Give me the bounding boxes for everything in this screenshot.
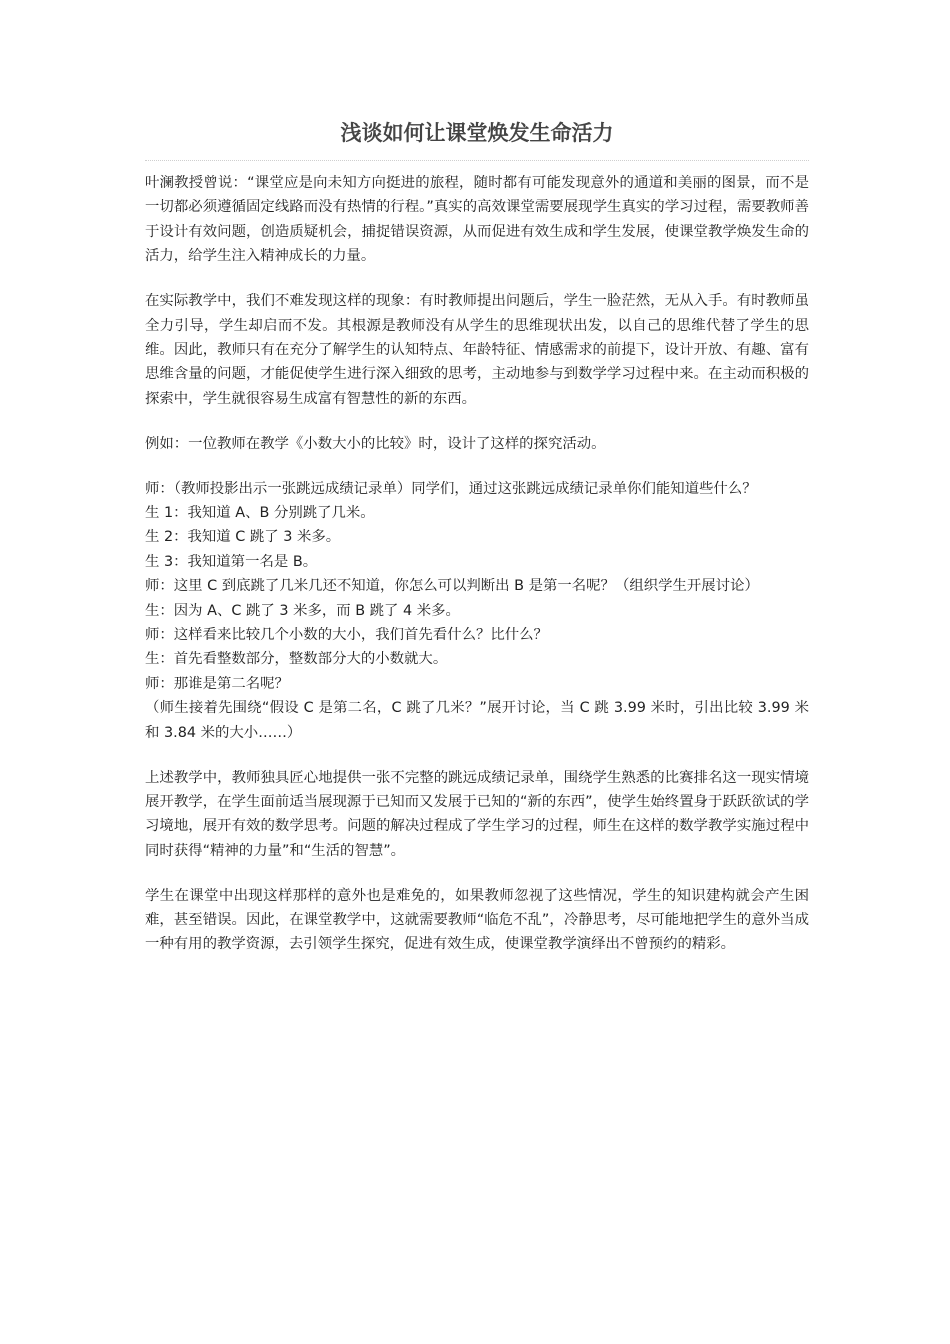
dialogue-line: （师生接着先围绕“假设 C 是第二名，C 跳了几米？”展开讨论，当 C 跳 3.99 米时，引出比较 3.99 米和 3.84 米的大小……）: [145, 700, 809, 741]
dialogue-line: 师：这里 C 到底跳了几米几还不知道，你怎么可以判断出 B 是第一名呢？（组织学生开展讨论）: [145, 578, 759, 595]
dialogue-line: 生：首先看整数部分，整数部分大的小数就大。: [145, 651, 448, 668]
dialogue-line: 师：（教师投影出示一张跳远成绩记录单）同学们，通过这张跳远成绩记录单你们能知道些什么？: [145, 480, 757, 497]
paragraph-example-intro: 例如：一位教师在教学《小数大小的比较》时，设计了这样的探究活动。: [145, 435, 606, 452]
dialogue-line: 生：因为 A、C 跳了 3 米多，而 B 跳了 4 米多。: [145, 602, 460, 619]
document-body: [145, 171, 809, 957]
dialogue-line: 师：那谁是第二名呢？: [145, 675, 289, 692]
paragraph-conclusion: 学生在课堂中出现这样那样的意外也是难免的，如果教师忽视了这些情况，学生的知识建构就会产生困难，甚至错误。因此，在课堂教学中，这就需要教师“临危不乱”，冷静思考，尽可能地把学生的意外当成一种有用的教学资源，去引领学生探究，促进有效生成，使课堂教学演绎出不曾预约的精彩。: [145, 887, 809, 953]
document-title: 浅谈如何让课堂焕发生命活力: [145, 118, 809, 161]
paragraph-phenomenon: 在实际教学中，我们不难发现这样的现象：有时教师提出问题后，学生一脸茫然，无从入手。有时教师虽全力引导，学生却启而不发。其根源是教师没有从学生的思维现状出发，以自己的思维代替了学生的思维。因此，教师只有在充分了解学生的认知特点、年龄特征、情感需求的前提下，设计开放、有趣、富有思维含量的问题，才能促使学生进行深入细致的思考，主动地参与到数学学习过程中来。在主动而积极的探索中，学生就很容易生成富有智慧性的新的东西。: [145, 293, 809, 407]
dialogue-line: 生 3：我知道第一名是 B。: [145, 553, 318, 570]
paragraph-analysis: 上述教学中，教师独具匠心地提供一张不完整的跳远成绩记录单，围绕学生熟悉的比赛排名这一现实情境展开教学，在学生面前适当展现源于已知而又发展于已知的“新的东西”，使学生始终置身于跃跃欲试的学习境地，展开有效的数学思考。问题的解决过程成了学生学习的过程，师生在这样的数学教学实施过程中同时获得“精神的力量”和“生活的智慧”。: [145, 769, 809, 859]
classroom-dialogue: [145, 477, 809, 745]
dialogue-line: 生 2：我知道 C 跳了 3 米多。: [145, 529, 341, 546]
dialogue-line: 师：这样看来比较几个小数的大小，我们首先看什么？比什么？: [145, 627, 548, 643]
paragraph-intro: 叶澜教授曾说：“课堂应是向未知方向挺进的旅程，随时都有可能发现意外的通道和美丽的图景，而不是一切都必须遵循固定线路而没有热情的行程。”真实的高效课堂需要展现学生真实的学习过程，需要教师善于设计有效问题，创造质疑机会，捕捉错误资源，从而促进有效生成和学生发展，使课堂教学焕发生命的活力，给学生注入精神成长的力量。: [145, 175, 809, 265]
document-page: [145, 118, 809, 977]
dialogue-line: 生 1：我知道 A、B 分别跳了几米。: [145, 504, 375, 521]
